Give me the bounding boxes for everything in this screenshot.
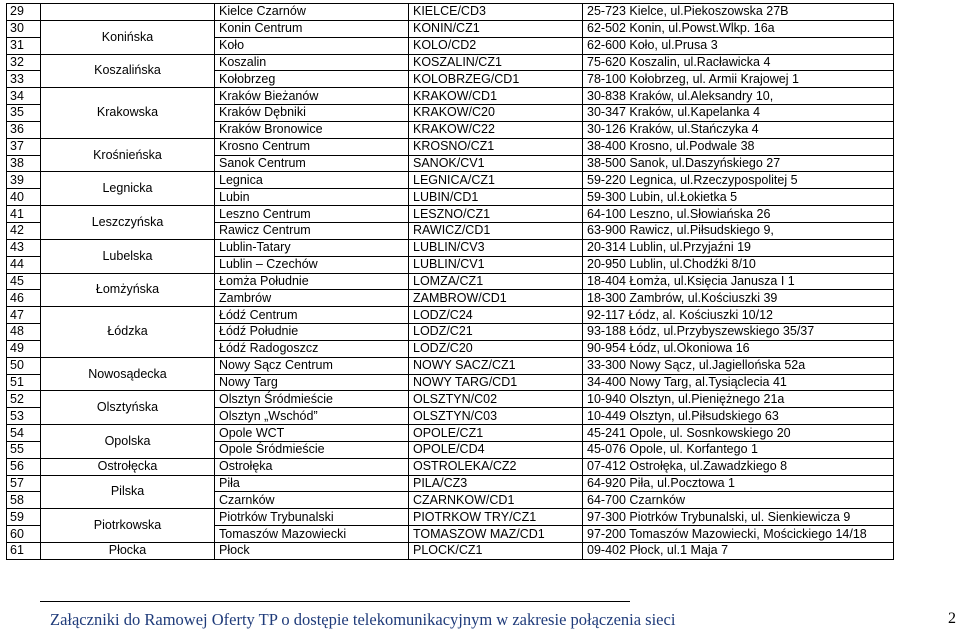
node-code: CZARNKOW/CD1 [409, 492, 583, 509]
address: 62-502 Konin, ul.Powst.Wlkp. 16a [583, 20, 894, 37]
address: 25-723 Kielce, ul.Piekoszowska 27B [583, 4, 894, 21]
table-row [7, 239, 894, 256]
row-number: 56 [7, 458, 41, 475]
address: 20-314 Lublin, ul.Przyjaźni 19 [583, 239, 894, 256]
row-number: 55 [7, 441, 41, 458]
row-number: 42 [7, 222, 41, 239]
row-number: 58 [7, 492, 41, 509]
node-code: LUBIN/CD1 [409, 189, 583, 206]
row-number: 61 [7, 543, 41, 560]
node-code: NOWY SACZ/CZ1 [409, 357, 583, 374]
location-name: Lublin – Czechów [215, 256, 409, 273]
location-name: Tomaszów Mazowiecki [215, 526, 409, 543]
location-name: Konin Centrum [215, 20, 409, 37]
table-row [7, 206, 894, 223]
node-code: ZAMBROW/CD1 [409, 290, 583, 307]
node-code: PLOCK/CZ1 [409, 543, 583, 560]
node-code: OLSZTYN/C03 [409, 408, 583, 425]
address: 59-220 Legnica, ul.Rzeczypospolitej 5 [583, 172, 894, 189]
location-name: Piotrków Trybunalski [215, 509, 409, 526]
address: 45-076 Opole, ul. Korfantego 1 [583, 441, 894, 458]
address: 97-300 Piotrków Trybunalski, ul. Sienkiewicza 9 [583, 509, 894, 526]
region-cell: Lubelska [41, 239, 215, 273]
address: 07-412 Ostrołęka, ul.Zawadzkiego 8 [583, 458, 894, 475]
row-number: 32 [7, 54, 41, 71]
address: 30-126 Kraków, ul.Stańczyka 4 [583, 121, 894, 138]
location-name: Kraków Bronowice [215, 121, 409, 138]
node-code: TOMASZOW MAZ/CD1 [409, 526, 583, 543]
node-code: KOLO/CD2 [409, 37, 583, 54]
address: 78-100 Kołobrzeg, ul. Armii Krajowej 1 [583, 71, 894, 88]
address: 93-188 Łódz, ul.Przybyszewskiego 35/37 [583, 324, 894, 341]
location-name: Kielce Czarnów [215, 4, 409, 21]
address: 97-200 Tomaszów Mazowiecki, Mościckiego 14/18 [583, 526, 894, 543]
footer-text: Załączniki do Ramowej Oferty TP o dostępie telekomunikacyjnym w zakresie połączenia sieci [50, 610, 676, 629]
location-name: Czarnków [215, 492, 409, 509]
table-row [7, 138, 894, 155]
address: 90-954 Łódz, ul.Okoniowa 16 [583, 340, 894, 357]
row-number: 31 [7, 37, 41, 54]
region-cell: Łomżyńska [41, 273, 215, 307]
node-code: KRAKOW/C20 [409, 105, 583, 122]
table-row [7, 307, 894, 324]
table-row [7, 543, 894, 560]
row-number: 33 [7, 71, 41, 88]
location-name: Ostrołęka [215, 458, 409, 475]
location-name: Sanok Centrum [215, 155, 409, 172]
region-cell: Ostrołęcka [41, 458, 215, 475]
node-code: KOSZALIN/CZ1 [409, 54, 583, 71]
row-number: 50 [7, 357, 41, 374]
row-number: 44 [7, 256, 41, 273]
row-number: 35 [7, 105, 41, 122]
table-row [7, 54, 894, 71]
row-number: 43 [7, 239, 41, 256]
locations-table-body [7, 4, 894, 560]
node-code: PILA/CZ3 [409, 475, 583, 492]
location-name: Koszalin [215, 54, 409, 71]
row-number: 41 [7, 206, 41, 223]
address: 64-920 Piła, ul.Pocztowa 1 [583, 475, 894, 492]
location-name: Zambrów [215, 290, 409, 307]
region-cell: Nowosądecka [41, 357, 215, 391]
location-name: Koło [215, 37, 409, 54]
address: 64-100 Leszno, ul.Słowiańska 26 [583, 206, 894, 223]
row-number: 38 [7, 155, 41, 172]
node-code: RAWICZ/CD1 [409, 222, 583, 239]
location-name: Opole Śródmieście [215, 441, 409, 458]
page-number: 2 [948, 610, 956, 627]
node-code: SANOK/CV1 [409, 155, 583, 172]
table-row [7, 357, 894, 374]
row-number: 36 [7, 121, 41, 138]
address: 38-500 Sanok, ul.Daszyńskiego 27 [583, 155, 894, 172]
node-code: KRAKOW/C22 [409, 121, 583, 138]
address: 63-900 Rawicz, ul.Piłsudskiego 9, [583, 222, 894, 239]
address: 30-838 Kraków, ul.Aleksandry 10, [583, 88, 894, 105]
address: 18-404 Łomża, ul.Księcia Janusza I 1 [583, 273, 894, 290]
row-number: 40 [7, 189, 41, 206]
table-row [7, 273, 894, 290]
row-number: 52 [7, 391, 41, 408]
row-number: 29 [7, 4, 41, 21]
node-code: LEGNICA/CZ1 [409, 172, 583, 189]
location-name: Piła [215, 475, 409, 492]
node-code: LODZ/C20 [409, 340, 583, 357]
node-code: KROSNO/CZ1 [409, 138, 583, 155]
region-cell: Koszalińska [41, 54, 215, 88]
table-row [7, 509, 894, 526]
address: 20-950 Lublin, ul.Chodźki 8/10 [583, 256, 894, 273]
table-row [7, 391, 894, 408]
address: 18-300 Zambrów, ul.Kościuszki 39 [583, 290, 894, 307]
location-name: Opole WCT [215, 425, 409, 442]
location-name: Kraków Dębniki [215, 105, 409, 122]
location-name: Olsztyn Śródmieście [215, 391, 409, 408]
node-code: OPOLE/CZ1 [409, 425, 583, 442]
node-code: OSTROLEKA/CZ2 [409, 458, 583, 475]
row-number: 46 [7, 290, 41, 307]
region-cell: Krakowska [41, 88, 215, 139]
location-name: Lublin-Tatary [215, 239, 409, 256]
row-number: 57 [7, 475, 41, 492]
row-number: 30 [7, 20, 41, 37]
address: 10-940 Olsztyn, ul.Pieniężnego 21a [583, 391, 894, 408]
location-name: Kołobrzeg [215, 71, 409, 88]
node-code: PIOTRKOW TRY/CZ1 [409, 509, 583, 526]
row-number: 45 [7, 273, 41, 290]
location-name: Nowy Sącz Centrum [215, 357, 409, 374]
row-number: 37 [7, 138, 41, 155]
row-number: 39 [7, 172, 41, 189]
row-number: 51 [7, 374, 41, 391]
region-cell: Olsztyńska [41, 391, 215, 425]
location-name: Łódź Południe [215, 324, 409, 341]
row-number: 54 [7, 425, 41, 442]
location-name: Rawicz Centrum [215, 222, 409, 239]
node-code: LUBLIN/CV3 [409, 239, 583, 256]
table-row [7, 4, 894, 21]
node-code: LUBLIN/CV1 [409, 256, 583, 273]
node-code: KIELCE/CD3 [409, 4, 583, 21]
footer-rule [40, 601, 630, 602]
row-number: 59 [7, 509, 41, 526]
row-number: 48 [7, 324, 41, 341]
location-name: Lubin [215, 189, 409, 206]
address: 64-700 Czarnków [583, 492, 894, 509]
location-name: Łódź Centrum [215, 307, 409, 324]
region-cell: Leszczyńska [41, 206, 215, 240]
table-row [7, 88, 894, 105]
region-cell: Legnicka [41, 172, 215, 206]
row-number: 53 [7, 408, 41, 425]
row-number: 49 [7, 340, 41, 357]
location-name: Płock [215, 543, 409, 560]
region-cell: Piotrkowska [41, 509, 215, 543]
locations-table [6, 3, 894, 560]
address: 75-620 Koszalin, ul.Racławicka 4 [583, 54, 894, 71]
address: 10-449 Olsztyn, ul.Piłsudskiego 63 [583, 408, 894, 425]
address: 09-402 Płock, ul.1 Maja 7 [583, 543, 894, 560]
location-name: Nowy Targ [215, 374, 409, 391]
region-cell: Łódzka [41, 307, 215, 358]
address: 59-300 Lubin, ul.Łokietka 5 [583, 189, 894, 206]
node-code: KOLOBRZEG/CD1 [409, 71, 583, 88]
location-name: Łódź Radogoszcz [215, 340, 409, 357]
node-code: LODZ/C21 [409, 324, 583, 341]
row-number: 60 [7, 526, 41, 543]
address: 45-241 Opole, ul. Sosnkowskiego 20 [583, 425, 894, 442]
node-code: LODZ/C24 [409, 307, 583, 324]
node-code: OPOLE/CD4 [409, 441, 583, 458]
address: 92-117 Łódz, al. Kościuszki 10/12 [583, 307, 894, 324]
location-name: Leszno Centrum [215, 206, 409, 223]
region-cell: Pilska [41, 475, 215, 509]
location-name: Kraków Bieżanów [215, 88, 409, 105]
region-cell: Opolska [41, 425, 215, 459]
node-code: NOWY TARG/CD1 [409, 374, 583, 391]
address: 62-600 Koło, ul.Prusa 3 [583, 37, 894, 54]
location-name: Legnica [215, 172, 409, 189]
node-code: LESZNO/CZ1 [409, 206, 583, 223]
node-code: OLSZTYN/C02 [409, 391, 583, 408]
address: 33-300 Nowy Sącz, ul.Jagiellońska 52a [583, 357, 894, 374]
node-code: KONIN/CZ1 [409, 20, 583, 37]
table-row [7, 20, 894, 37]
node-code: LOMZA/CZ1 [409, 273, 583, 290]
row-number: 34 [7, 88, 41, 105]
table-row [7, 458, 894, 475]
address: 38-400 Krosno, ul.Podwale 38 [583, 138, 894, 155]
region-cell: Płocka [41, 543, 215, 560]
address: 30-347 Kraków, ul.Kapelanka 4 [583, 105, 894, 122]
table-row [7, 425, 894, 442]
row-number: 47 [7, 307, 41, 324]
table-row [7, 475, 894, 492]
address: 34-400 Nowy Targ, al.Tysiąclecia 41 [583, 374, 894, 391]
location-name: Krosno Centrum [215, 138, 409, 155]
location-name: Olsztyn „Wschód” [215, 408, 409, 425]
table-row [7, 172, 894, 189]
node-code: KRAKOW/CD1 [409, 88, 583, 105]
location-name: Łomża Południe [215, 273, 409, 290]
region-cell [41, 4, 215, 21]
region-cell: Konińska [41, 20, 215, 54]
region-cell: Krośnieńska [41, 138, 215, 172]
